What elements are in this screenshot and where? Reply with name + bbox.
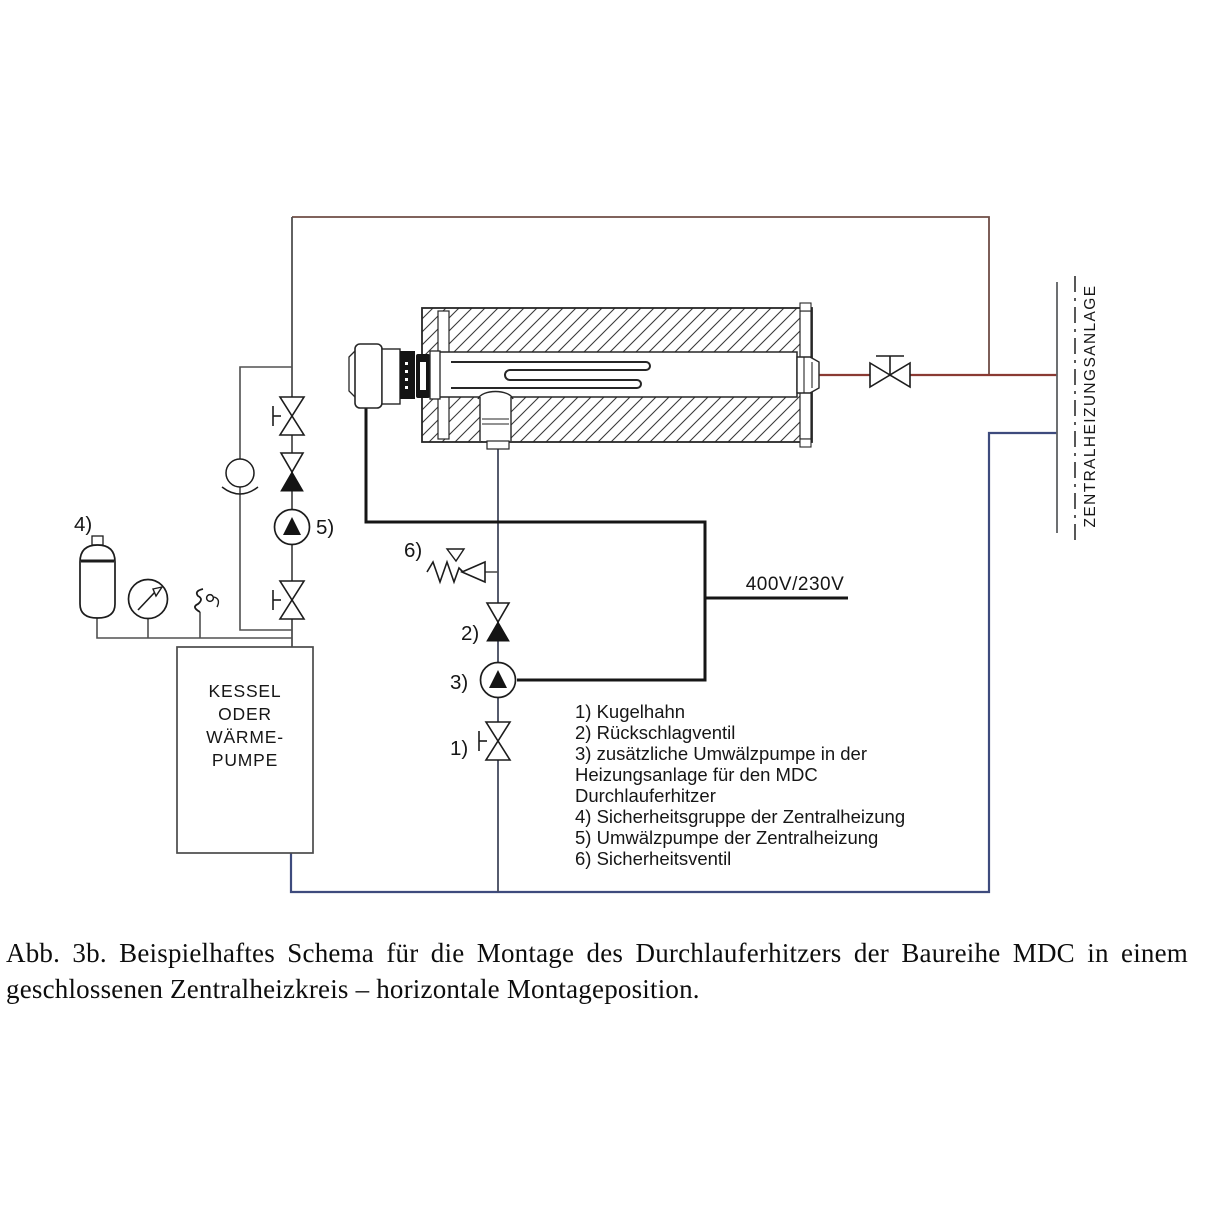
additional-pump: [481, 663, 516, 698]
svg-text:3) zusätzliche Umwälzpumpe in: 3) zusätzliche Umwälzpumpe in der: [575, 743, 868, 764]
callout-5: 5): [316, 516, 335, 539]
callout-2: 2): [461, 622, 480, 645]
heater-bottom-nozzle: [478, 392, 513, 450]
svg-text:6) Sicherheitsventil: 6) Sicherheitsventil: [575, 848, 732, 869]
callout-6: 6): [404, 539, 423, 562]
heater-outlet-nozzle: [797, 357, 819, 393]
legend: [575, 701, 905, 869]
heater-unit: [349, 303, 819, 449]
pressure-gauge: [129, 580, 168, 619]
check-valve: [487, 603, 509, 641]
ball-valve: [479, 722, 510, 760]
kessel-box: [177, 647, 313, 853]
power-label: 400V/230V: [745, 574, 845, 595]
central-heating-pump: [275, 510, 310, 545]
bypass-pipe: [240, 367, 292, 630]
svg-text:Heizungsanlage für den MDC: Heizungsanlage für den MDC: [575, 764, 818, 785]
system-boundary: [1057, 276, 1099, 540]
callout-1: 1): [450, 737, 469, 760]
svg-text:Durchlauferhitzer: Durchlauferhitzer: [575, 785, 716, 806]
callout-3: 3): [450, 671, 469, 694]
heater-bore: [433, 352, 797, 397]
callout-4: 4): [74, 513, 93, 536]
svg-text:WÄRME-: WÄRME-: [206, 727, 284, 747]
boiler-loop-valve-bottom: [273, 581, 304, 619]
system-label: ZENTRALHEIZUNGSANLAGE: [1082, 284, 1099, 528]
safety-valve: [427, 549, 485, 582]
svg-text:4) Sicherheitsgruppe der Zentr: 4) Sicherheitsgruppe der Zentralheizung: [575, 806, 906, 827]
figure-caption: Abb. 3b. Beispielhaftes Schema für die Montage des Durchlauferhitzers der Baureihe MDC in einem geschlossenen Zentralheizkreis – horizontale Montageposition.: [6, 938, 1188, 1004]
svg-text:1) Kugelhahn: 1) Kugelhahn: [575, 701, 686, 722]
safety-group-manifold: [97, 612, 292, 638]
boiler-loop-check-valve: [281, 453, 303, 491]
cap-black-band: [400, 351, 415, 399]
expansion-vessel: [80, 536, 115, 618]
svg-text:5) Umwälzpumpe der Zentralheiz: 5) Umwälzpumpe der Zentralheizung: [575, 827, 879, 848]
air-vent-icon: [195, 589, 219, 612]
boiler-loop-valve-top: [273, 397, 304, 435]
svg-text:KESSEL: KESSEL: [208, 681, 282, 701]
svg-text:2) Rückschlagventil: 2) Rückschlagventil: [575, 722, 736, 743]
svg-text:ODER: ODER: [218, 704, 272, 724]
svg-text:PUMPE: PUMPE: [211, 750, 279, 770]
supply-ball-valve: [870, 356, 910, 387]
